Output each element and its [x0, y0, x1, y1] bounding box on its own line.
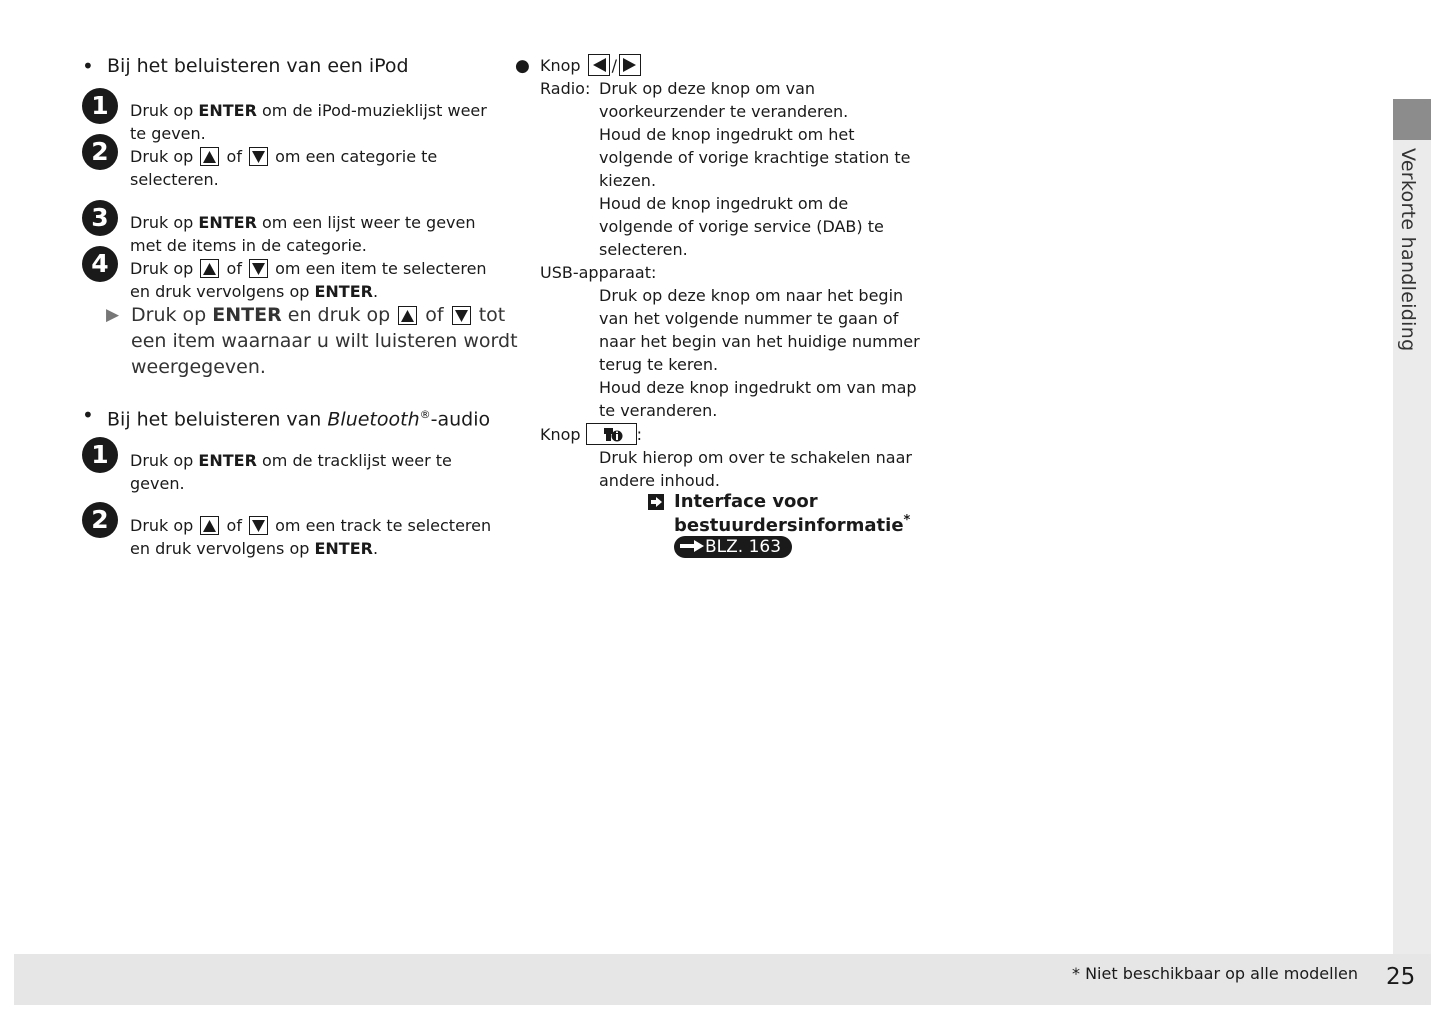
radio-text: kiezen.: [599, 171, 657, 190]
step-number-1: 1: [82, 437, 118, 473]
note-triangle-icon: ▶: [106, 305, 120, 325]
down-arrow-icon: [249, 259, 268, 278]
usb-text: terug te keren.: [599, 355, 719, 374]
up-arrow-icon: [398, 306, 417, 325]
step-text: geven.: [130, 474, 185, 493]
sidebar-tab: [1393, 99, 1431, 140]
usb-text: naar het begin van het huidige nummer: [599, 332, 920, 351]
display-info-button-icon: [586, 423, 637, 445]
info-text: Druk hierop om over te schakelen naar: [599, 448, 912, 467]
step-text: Druk op of om een track te selecteren: [130, 516, 492, 535]
step-number-2: 2: [82, 502, 118, 538]
usb-text: Druk op deze knop om naar het begin: [599, 286, 904, 305]
usb-text: Houd deze knop ingedrukt om van map: [599, 378, 917, 397]
reference-link[interactable]: Interface voor: [674, 491, 818, 512]
footer-note: * Niet beschikbaar op alle modellen: [1072, 964, 1359, 983]
ipod-header: Bij het beluisteren van een iPod: [107, 55, 409, 77]
step-text: Druk op of om een item te selecteren: [130, 259, 487, 278]
reference-arrow-icon: [648, 494, 664, 514]
radio-text: voorkeurzender te veranderen.: [599, 102, 849, 121]
sidebar-label: Verkorte handleiding: [1397, 148, 1419, 352]
step-text: Druk op of om een categorie te: [130, 147, 438, 166]
radio-text: selecteren.: [599, 240, 688, 259]
usb-text: van het volgende nummer te gaan of: [599, 309, 899, 328]
step-number-3: 3: [82, 200, 118, 236]
step-text: en druk vervolgens op ENTER.: [130, 282, 379, 301]
up-arrow-icon: [200, 516, 219, 535]
bullet-dot: •: [82, 403, 94, 427]
down-arrow-icon: [249, 516, 268, 535]
step-number-4: 4: [82, 246, 118, 282]
step-text: Druk op ENTER om de tracklijst weer te: [130, 451, 452, 470]
usb-label: USB-apparaat:: [540, 263, 657, 282]
skip-back-button-icon: [588, 54, 610, 76]
bullet-dot: •: [82, 54, 94, 78]
step-text: en druk vervolgens op ENTER.: [130, 539, 379, 558]
knop2-line: Knop :: [540, 425, 643, 444]
bullet-dot: ●: [515, 56, 530, 76]
radio-text: volgende of vorige service (DAB) te: [599, 217, 884, 236]
radio-text: Druk op deze knop om van: [599, 79, 816, 98]
step-text: Druk op ENTER om de iPod-muzieklijst weer: [130, 101, 487, 120]
info-text: andere inhoud.: [599, 471, 720, 490]
page-arrow-icon: [679, 540, 705, 552]
reference-link[interactable]: bestuurdersinformatie*: [674, 513, 911, 536]
note-text: een item waarnaar u wilt luisteren wordt: [131, 330, 518, 352]
radio-text: volgende of vorige krachtige station te: [599, 148, 911, 167]
step-number-2: 2: [82, 134, 118, 170]
knop-line: Knop /: [540, 54, 643, 77]
step-text: selecteren.: [130, 170, 219, 189]
step-text: te geven.: [130, 124, 206, 143]
page-number: 25: [1386, 964, 1416, 990]
up-arrow-icon: [200, 147, 219, 166]
step-text: met de items in de categorie.: [130, 236, 367, 255]
radio-text: Houd de knop ingedrukt om het: [599, 125, 855, 144]
note-text: Druk op ENTER en druk op of tot: [131, 304, 506, 326]
step-number-1: 1: [82, 88, 118, 124]
radio-text: Houd de knop ingedrukt om de: [599, 194, 849, 213]
down-arrow-icon: [452, 306, 471, 325]
bluetooth-header: Bij het beluisteren van Bluetooth®-audio: [107, 408, 491, 431]
up-arrow-icon: [200, 259, 219, 278]
radio-label: Radio:: [540, 79, 591, 98]
note-text: weergegeven.: [131, 356, 266, 378]
skip-forward-button-icon: [619, 54, 641, 76]
down-arrow-icon: [249, 147, 268, 166]
page-reference-badge[interactable]: BLZ. 163: [674, 536, 792, 558]
usb-text: te veranderen.: [599, 401, 718, 420]
step-text: Druk op ENTER om een lijst weer te geven: [130, 213, 476, 232]
